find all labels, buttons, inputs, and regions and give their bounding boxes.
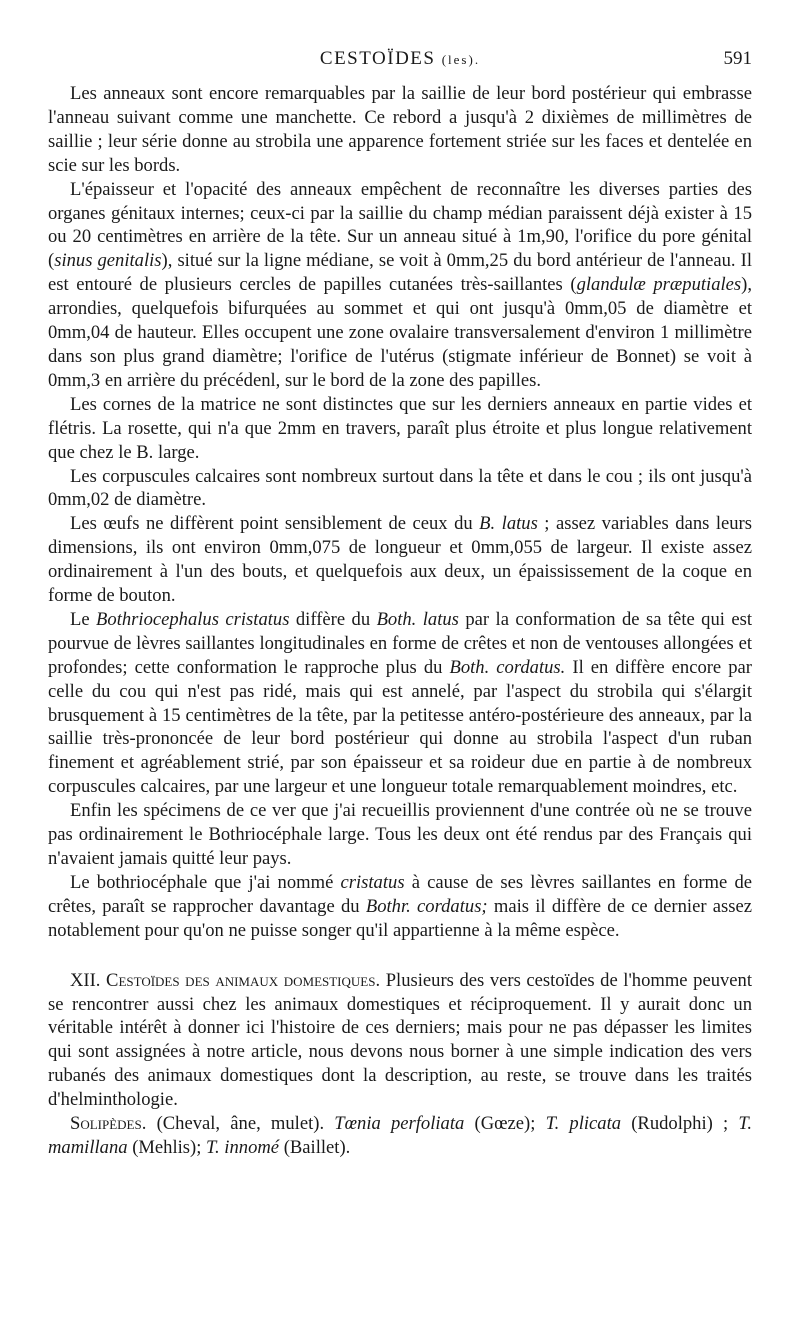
running-title-suffix: (les).: [441, 52, 481, 67]
italic-text: Both. latus: [376, 608, 459, 630]
italic-text: sinus genitalis: [54, 250, 162, 272]
text-run: Enfin les spécimens de ce ver que j'ai recueillis proviennent d'une contrée où ne se trouve pas ordinairement le Bothriocéphale large. Tous les deux ont été rendus par des Français qui n'avaient jamais quitté leur pays.: [48, 800, 752, 869]
running-title-main: CESTOÏDES: [319, 48, 436, 69]
italic-text: T. plicata: [545, 1113, 622, 1135]
italic-text: B. latus: [479, 513, 538, 535]
paragraph: [48, 393, 752, 465]
text-run: Plusieurs des vers cestoïdes de l'homme peuvent se rencontrer aussi chez les animaux domestiques et réciproquement. Il y aurait donc un véritable intérêt à donner ici l'histoire de ces derniers; mais pour ne pas dépasser les limites qui sont assignées à notre article, nous devons nous borner à une simple indication des vers rubanés des animaux domestiques dont la description, au reste, se trouve dans les traités d'helminthologie.: [48, 969, 753, 1111]
paragraph: [48, 608, 752, 799]
italic-text: cristatus: [340, 871, 405, 893]
text-run: (Mehlis);: [127, 1136, 207, 1158]
text-run: Le bothriocéphale que j'ai nommé: [70, 871, 341, 893]
text-run: ), arrondies, quelquefois bifurquées au sommet et qui ont jusqu'à 0mm,05 de diamètre et 0mm,04 de hauteur. Elles occupent une zone ovalaire transversalement d'environ 1 millimètre dans son plus grand diamètre; l'orifice de l'utérus (stigmate inférieur de Bonnet) se voit à 0mm,3 en arrière du précédenl, sur le bord de la zone des papilles.: [48, 274, 752, 391]
text-run: (Cheval, âne, mulet).: [146, 1113, 335, 1135]
paragraph: [48, 871, 752, 943]
text-run: mais il diffère de ce dernier assez notablement pour qu'on ne puisse songer qu'il appartienne à la même espèce.: [48, 895, 753, 941]
paragraph: [48, 512, 752, 608]
page-number: 591: [723, 48, 752, 69]
paragraph: [48, 1112, 752, 1160]
section-heading: Cestoïdes des animaux domestiques.: [106, 969, 381, 991]
text-run: diffère du: [289, 608, 377, 630]
text-run: ), situé sur la ligne médiane, se voit à 0mm,25 du bord antérieur de l'anneau. Il est entouré de plusieurs cercles de papilles cutanées très-saillantes (: [48, 250, 752, 296]
paragraph: [48, 178, 752, 393]
text-run: (Gœze);: [464, 1113, 546, 1135]
text-run: à cause de ses lèvres saillantes en forme de crêtes, paraît se rapprocher davantage du: [48, 871, 752, 917]
body-text: [48, 82, 752, 1160]
italic-text: Bothr. cordatus;: [365, 895, 488, 917]
italic-text: Bothriocephalus cristatus: [96, 608, 290, 630]
paragraph: [48, 799, 752, 871]
paragraph: [48, 465, 752, 513]
text-run: Le: [70, 608, 97, 630]
text-run: Il en diffère encore par celle du cou qui n'est pas ridé, mais qui est annelé, par l'aspect du strobila qui s'élargit brusquement à 15 centimètres de la tête, par la petitesse antéro-postérieure des anneaux, par la saillie très-prononcée de leur bord postérieur qui donne au strobila l'aspect d'un ruban finement et agréablement strié, par son épaisseur et sa roideur due en partie à de nombreux corpuscules calcaires, par une largeur et une longueur totale remarquablement moindres, etc.: [48, 656, 752, 798]
text-run: par la conformation de sa tête qui est pourvue de lèvres saillantes longitudinales en forme de crêtes et non de ventouses allongées et profondes; cette conformation le rapproche plus du: [48, 608, 753, 678]
text-run: Les corpuscules calcaires sont nombreux surtout dans la tête et dans le cou ; ils ont jusqu'à 0mm,02 de diamètre.: [48, 465, 752, 511]
text-run: XII.: [70, 969, 107, 991]
text-run: (Rudolphi) ;: [621, 1113, 739, 1135]
italic-text: T. mamillana: [48, 1113, 752, 1158]
text-run: ; assez variables dans leurs dimensions, ils ont environ 0mm,075 de longueur et 0mm,055 de largeur. Il existe assez ordinairement à l'un des bouts, et quelquefois aux deux, un épaississement de la coque en forme de bouton.: [48, 513, 752, 607]
italic-text: glandulæ præputiales: [576, 274, 742, 296]
section-heading: Solipèdes.: [70, 1113, 147, 1135]
page-header: [48, 48, 752, 78]
text-run: Les œufs ne diffèrent point sensiblement de ceux du: [70, 513, 480, 535]
text-run: Les cornes de la matrice ne sont distinctes que sur les derniers anneaux en partie vides et flétris. La rosette, qui n'a que 2mm en travers, paraît plus étroite et plus longue relativement que chez le B. large.: [48, 393, 752, 463]
italic-text: Both. cordatus.: [449, 656, 566, 678]
text-run: (Baillet).: [279, 1136, 351, 1158]
paragraph: [48, 969, 752, 1112]
text-run: Les anneaux sont encore remarquables par la saillie de leur bord postérieur qui embrasse l'anneau suivant comme une manchette. Ce rebord a jusqu'à 2 dixièmes de millimètres de saillie ; leur série donne au strobila une apparence fortement striée sur les faces et dentelée en scie sur les bords.: [48, 83, 752, 176]
paragraph: [48, 82, 752, 178]
text-run: L'épaisseur et l'opacité des anneaux empêchent de reconnaître les diverses parties des organes génitaux internes; ceux-ci par la saillie du champ médian paraissent déjà exister à 15 ou 20 centimètres en arrière de la tête. Sur un anneau situé à 1m,90, l'orifice du pore génital (: [48, 178, 752, 272]
running-title: [48, 48, 752, 70]
italic-text: T. innomé: [206, 1136, 280, 1158]
italic-text: Tœnia perfoliata: [334, 1113, 465, 1135]
